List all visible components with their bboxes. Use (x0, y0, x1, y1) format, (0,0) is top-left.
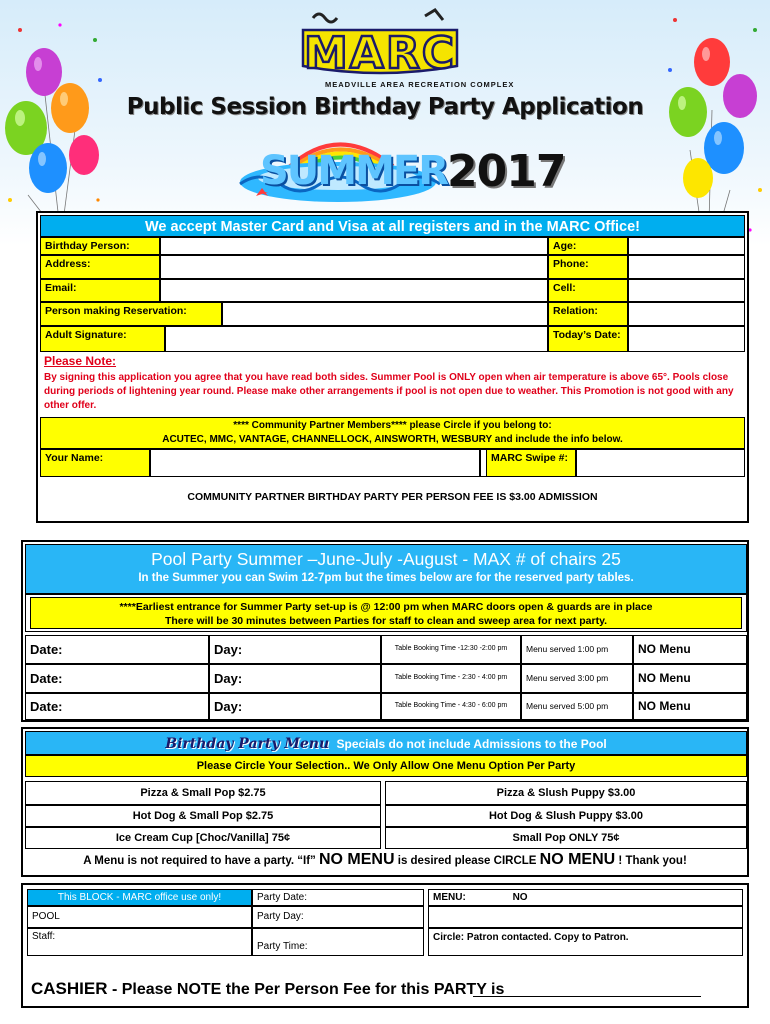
menu-footer-no-menu-1: NO MENU (318, 851, 395, 868)
summer-badge-text: SUMMER (260, 148, 448, 194)
phone-input[interactable] (628, 255, 745, 279)
office-pool-label: POOL (27, 906, 252, 928)
note-body: By signing this application you agree that you have read both sides. Summer Pool is ONLY open when air temperature is above 65°. Pools close during periods of lightening year round. Please make other arrangements if pool is not open due to weather. This Promotion is not good with any other offer. (44, 372, 734, 411)
office-party-date[interactable]: Party Date: (252, 889, 424, 906)
person-reservation-label: Person making Reservation: (40, 302, 222, 326)
setup-line-1: ****Earliest entrance for Summer Party set-up is @ 12:00 pm when MARC doors open & guards are in place (119, 601, 653, 613)
menu-footer-c: is desired please CIRCLE (397, 855, 537, 867)
email-input[interactable] (160, 279, 548, 302)
office-party-day[interactable]: Party Day: (252, 906, 424, 928)
menu-option-ice-cream[interactable]: Ice Cream Cup [Choc/Vanilla] 75¢ (25, 827, 381, 849)
age-input[interactable] (628, 237, 745, 255)
party-date-label-1[interactable]: Date: (25, 635, 209, 664)
your-name-label: Your Name: (40, 449, 150, 477)
birthday-person-label: Birthday Person: (40, 237, 160, 255)
setup-note (30, 597, 742, 629)
setup-note-frame (25, 594, 747, 632)
adult-signature-label: Adult Signature: (40, 326, 165, 352)
party-menu-section (21, 727, 749, 877)
menu-footer-no-menu-2: NO MENU (539, 851, 616, 868)
booking-time-1: Table Booking Time -12:30 -2:00 pm (381, 635, 521, 664)
your-name-input[interactable] (150, 449, 480, 477)
menu-header (25, 731, 747, 755)
application-section (36, 211, 749, 523)
age-label: Age: (548, 237, 628, 255)
menu-option-pizza-pop[interactable]: Pizza & Small Pop $2.75 (25, 781, 381, 805)
email-label: Email: (40, 279, 160, 302)
menu-served-3: Menu served 5:00 pm (521, 693, 633, 720)
pool-party-section (21, 540, 749, 722)
todays-date-label: Today’s Date: (548, 326, 628, 352)
party-day-label-3[interactable]: Day: (209, 693, 381, 720)
party-day-label-2[interactable]: Day: (209, 664, 381, 693)
menu-heading-note: Specials do not include Admissions to the Pool (336, 737, 607, 751)
party-date-label-2[interactable]: Date: (25, 664, 209, 693)
menu-option-pizza-slush[interactable]: Pizza & Slush Puppy $3.00 (385, 781, 747, 805)
setup-line-2: There will be 30 minutes between Parties for staff to clean and sweep area for next party. (164, 615, 608, 627)
office-menu-label: MENU: (433, 892, 466, 903)
community-line-2: ACUTEC, MMC, VANTAGE, CHANNELLOCK, AINSWORTH, WESBURY and include the info below. (162, 434, 623, 445)
office-block-label: This BLOCK - MARC office use only! (27, 889, 252, 906)
todays-date-input[interactable] (628, 326, 745, 352)
community-fee: COMMUNITY PARTNER BIRTHDAY PARTY PER PERSON FEE IS $3.00 ADMISSION (187, 491, 598, 503)
relation-label: Relation: (548, 302, 628, 326)
office-circle-note: Circle: Patron contacted. Copy to Patron. (428, 928, 743, 956)
menu-footer-a: A Menu is not required to have a party. “If” (83, 855, 316, 867)
office-staff-label[interactable]: Staff: (27, 928, 252, 956)
booking-time-2: Table Booking Time - 2:30 - 4:00 pm (381, 664, 521, 693)
menu-footer (23, 851, 747, 869)
menu-option-small-pop[interactable]: Small Pop ONLY 75¢ (385, 827, 747, 849)
note-heading: Please Note: (44, 354, 117, 368)
cell-label: Cell: (548, 279, 628, 302)
year: 2017 (447, 146, 566, 197)
no-menu-option-2[interactable]: NO Menu (633, 664, 747, 693)
cashier-text: - Please NOTE the Per Person Fee for this PARTY is (107, 981, 505, 998)
cashier-label: CASHIER (31, 979, 108, 998)
relation-input[interactable] (628, 302, 745, 326)
phone-label: Phone: (548, 255, 628, 279)
pool-subheading: In the Summer you can Swim 12-7pm but the times below are for the reserved party tables. (138, 572, 634, 584)
birthday-person-input[interactable] (160, 237, 548, 255)
community-partner-box (40, 417, 745, 449)
menu-served-2: Menu served 3:00 pm (521, 664, 633, 693)
address-label: Address: (40, 255, 160, 279)
office-blank-cell[interactable] (428, 906, 743, 928)
person-reservation-input[interactable] (222, 302, 548, 326)
pool-party-header (25, 544, 747, 594)
logo-text: MARC (303, 28, 457, 79)
party-day-label-1[interactable]: Day: (209, 635, 381, 664)
office-party-time[interactable]: Party Time: (252, 928, 424, 956)
accept-banner: We accept Master Card and Visa at all registers and in the MARC Office! (40, 215, 745, 237)
address-input[interactable] (160, 255, 548, 279)
booking-time-3: Table Booking Time - 4:30 - 6:00 pm (381, 693, 521, 720)
menu-heading: Birthday Party Menu (165, 736, 330, 752)
no-menu-option-3[interactable]: NO Menu (633, 693, 747, 720)
menu-circle-instruction: Please Circle Your Selection.. We Only Allow One Menu Option Per Party (25, 755, 747, 777)
logo-subtitle: MEADVILLE AREA RECREATION COMPLEX (325, 80, 515, 89)
cashier-fee-blank[interactable] (473, 996, 701, 997)
summer-badge (228, 128, 448, 206)
menu-footer-e: ! Thank you! (618, 855, 687, 867)
pool-heading: Pool Party Summer –June-July -August - MAX # of chairs 25 (151, 549, 621, 569)
cashier-line (31, 979, 504, 999)
office-use-section (21, 883, 749, 1008)
adult-signature-input[interactable] (165, 326, 548, 352)
menu-option-hotdog-pop[interactable]: Hot Dog & Small Pop $2.75 (25, 805, 381, 827)
marc-logo (285, 8, 515, 100)
office-menu-cell[interactable] (428, 889, 743, 906)
cell-input[interactable] (628, 279, 745, 302)
party-date-label-3[interactable]: Date: (25, 693, 209, 720)
menu-option-hotdog-slush[interactable]: Hot Dog & Slush Puppy $3.00 (385, 805, 747, 827)
office-menu-value: NO (512, 892, 528, 903)
page-title: Public Session Birthday Party Application (126, 94, 644, 120)
community-line-1: **** Community Partner Members**** please Circle if you belong to: (233, 420, 552, 431)
marc-swipe-input[interactable] (576, 449, 745, 477)
menu-served-1: Menu served 1:00 pm (521, 635, 633, 664)
marc-swipe-label: MARC Swipe #: (486, 449, 576, 477)
no-menu-option-1[interactable]: NO Menu (633, 635, 747, 664)
